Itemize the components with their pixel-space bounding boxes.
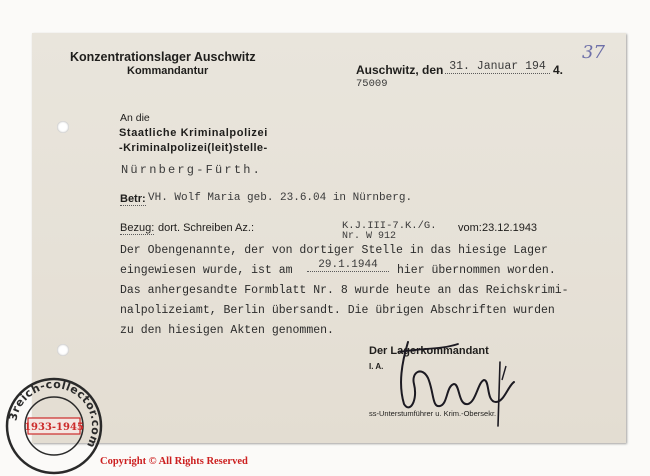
body-line-5: zu den hiesigen Akten genommen.: [120, 324, 334, 337]
punch-hole: [57, 344, 69, 356]
recipient-line2: -Kriminalpolizei(leit)stelle-: [119, 142, 268, 154]
reference-date-label: vom:: [458, 222, 482, 234]
letter-date: 31. Januar 194: [445, 60, 550, 74]
collector-stamp-logo: [2, 376, 106, 476]
body-line-2b: hier übernommen worden.: [397, 264, 556, 277]
recipient-prefix: An die: [120, 112, 150, 124]
body-line-4: nalpolizeiamt, Berlin übersandt. Die übrigen Abschriften wurden: [120, 304, 555, 317]
signature-rank: ss-Unterstumführer u. Krim.-Obersekr.: [369, 409, 497, 418]
signature-ia: I. A.: [369, 362, 384, 371]
punch-hole: [57, 121, 69, 133]
body-line-2a: eingewiesen wurde, ist am: [120, 264, 293, 277]
svg-text:1933-1945: 1933-1945: [24, 422, 84, 433]
body-line-3: Das anhergesandte Formblatt Nr. 8 wurde heute an das Reichskrimi-: [120, 284, 569, 297]
reference-text: dort. Schreiben Az.:: [158, 222, 254, 234]
reference-label: Bezug:: [120, 222, 155, 234]
reference-az-line1: K.J.III-7.K./G.: [342, 220, 437, 232]
body-transfer-date: 29.1.1944: [307, 259, 389, 272]
copyright-notice: Copyright © All Rights Reserved: [100, 456, 248, 467]
recipient-city: Nürnberg-Fürth.: [121, 163, 263, 177]
body-line-1: Der Obengenannte, der von dortiger Stelle in das hiesige Lager: [120, 244, 548, 257]
letterhead-dept: Kommandantur: [127, 65, 209, 77]
page-number-mark: 37: [582, 42, 605, 63]
letterhead-org: Konzentrationslager Auschwitz: [70, 50, 256, 64]
subject-text: VH. Wolf Maria geb. 23.6.04 in Nürnberg.: [148, 192, 413, 204]
svg-text:3reich-collector.com: 3reich-collector.com: [6, 377, 103, 450]
place-label: Auschwitz, den: [356, 63, 444, 77]
reference-number: 75009: [356, 78, 388, 90]
subject-label: Betr:: [120, 193, 146, 205]
reference-date: 23.12.1943: [482, 222, 538, 234]
reference-az-line2: Nr. W 912: [342, 231, 397, 242]
signature-title: Der Lagerkommandant: [369, 345, 489, 357]
recipient-line1: Staatliche Kriminalpolizei: [119, 127, 268, 139]
document-page: [32, 33, 626, 443]
year-digit: 4.: [553, 63, 564, 77]
